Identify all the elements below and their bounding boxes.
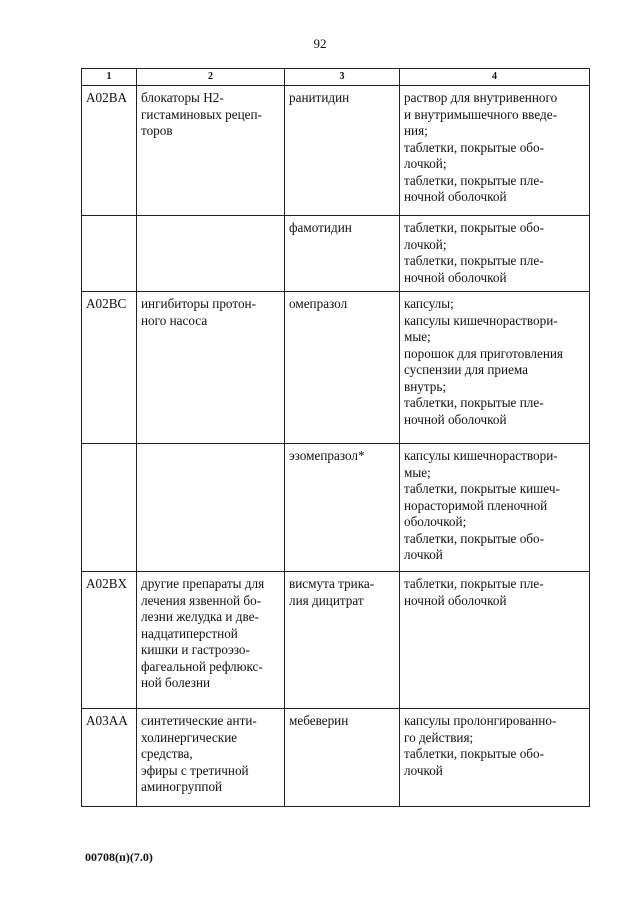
dosage-form-line: капсулы кишечнораствори- xyxy=(404,448,558,463)
atc-code-cell: A02BC xyxy=(82,292,137,444)
dosage-form-line: таблетки, покрытые пле- xyxy=(404,395,544,410)
document-code: 00708(п)(7.0) xyxy=(85,850,153,864)
table-row xyxy=(82,709,590,807)
group-text-line: торов xyxy=(141,123,173,138)
table-row xyxy=(82,86,590,216)
page-number: 92 xyxy=(313,36,327,51)
dosage-form-line: капсулы; xyxy=(404,296,454,311)
pharmacological-group-cell xyxy=(137,444,285,572)
dosage-form-line: ночной оболочкой xyxy=(404,189,507,204)
dosage-forms-cell xyxy=(400,216,590,292)
dosage-forms-cell xyxy=(400,444,590,572)
dosage-form-line: лочкой; xyxy=(404,236,447,252)
group-text-line: надцатиперстной xyxy=(141,625,238,641)
atc-code-cell: A02BX xyxy=(82,572,137,709)
dosage-form-line: капсулы пролонгированно- xyxy=(404,713,557,728)
group-text-line: гистаминовых рецеп- xyxy=(141,106,262,122)
drug-table xyxy=(81,68,590,807)
dosage-form-line: таблетки, покрытые пле- xyxy=(404,172,544,188)
dosage-forms-cell xyxy=(400,572,590,709)
pharmacological-group-cell xyxy=(137,86,285,216)
group-text-line: блокаторы H2- xyxy=(141,90,224,105)
group-text-line: ного насоса xyxy=(141,312,208,328)
dosage-form-line: таблетки, покрытые кишеч- xyxy=(404,481,560,496)
atc-code-cell xyxy=(82,444,137,572)
group-text-line: лечения язвенной бо- xyxy=(141,592,262,608)
group-text-line: холинергические xyxy=(141,729,238,745)
dosage-form-line: таблетки, покрытые обо- xyxy=(404,746,544,761)
table-header-row xyxy=(82,69,590,86)
table-row xyxy=(82,216,590,292)
pharmacological-group-cell xyxy=(137,292,285,444)
atc-code-cell: A03AA xyxy=(82,709,137,807)
dosage-form-line: и внутримышечного введе- xyxy=(404,106,557,122)
dosage-form-line: капсулы кишечнораствори- xyxy=(404,312,558,328)
dosage-form-line: таблетки, покрытые пле- xyxy=(404,253,544,268)
table-row xyxy=(82,292,590,444)
dosage-form-line: мые; xyxy=(404,464,431,480)
dosage-forms-cell xyxy=(400,292,590,444)
table-body xyxy=(82,86,590,807)
dosage-form-line: раствор для внутривенного xyxy=(404,90,558,105)
dosage-form-line: го действия; xyxy=(404,729,474,745)
drug-name-cell: ранитидин xyxy=(285,86,400,216)
dosage-form-line: норасторимой пленочной xyxy=(404,497,548,513)
dosage-form-line: ночной оболочкой xyxy=(404,269,507,285)
pharmacological-group-cell xyxy=(137,709,285,807)
group-text-line: ной болезни xyxy=(141,675,211,690)
dosage-forms-cell xyxy=(400,86,590,216)
dosage-form-line: мые; xyxy=(404,329,431,344)
atc-code-cell: A02BA xyxy=(82,86,137,216)
dosage-form-line: лочкой xyxy=(404,762,443,778)
dosage-form-line: лочкой; xyxy=(404,156,447,171)
dosage-forms-cell xyxy=(400,709,590,807)
group-text-line: ингибиторы протон- xyxy=(141,296,256,311)
group-text-line: эфиры с третичной xyxy=(141,762,249,778)
drug-name-cell: мебеверин xyxy=(285,709,400,807)
dosage-form-line: ния; xyxy=(404,123,428,138)
dosage-form-line: порошок для приготовления xyxy=(404,345,564,361)
column-header-2: 2 xyxy=(137,69,285,86)
dosage-form-line: ночной оболочкой xyxy=(404,411,507,427)
group-text-line: фагеальной рефлюкс- xyxy=(141,658,263,674)
dosage-form-line: таблетки, покрытые обо- xyxy=(404,220,544,235)
dosage-form-line: оболочкой; xyxy=(404,514,467,529)
group-text-line: другие препараты для xyxy=(141,576,265,591)
drug-name-cell: фамотидин xyxy=(285,216,400,292)
atc-code-cell xyxy=(82,216,137,292)
drug-name-cell: омепразол xyxy=(285,292,400,444)
drug-name-cell: висмута трика- лия дицитрат xyxy=(285,572,400,709)
table-row xyxy=(82,444,590,572)
group-text-line: средства, xyxy=(141,746,193,761)
table-row xyxy=(82,572,590,709)
dosage-form-line: таблетки, покрытые пле- xyxy=(404,576,544,591)
column-header-3: 3 xyxy=(285,69,400,86)
group-text-line: аминогруппой xyxy=(141,779,223,794)
column-header-1: 1 xyxy=(82,69,137,86)
column-header-4: 4 xyxy=(400,69,590,86)
dosage-form-line: внутрь; xyxy=(404,378,447,394)
group-text-line: лезни желудка и две- xyxy=(141,609,259,624)
dosage-form-line: таблетки, покрытые обо- xyxy=(404,530,544,546)
drug-name-cell: эзомепразол* xyxy=(285,444,400,572)
dosage-form-line: ночной оболочкой xyxy=(404,592,507,608)
dosage-form-line: суспензии для приема xyxy=(404,362,529,377)
pharmacological-group-cell xyxy=(137,216,285,292)
group-text-line: кишки и гастроэзо- xyxy=(141,642,250,657)
pharmacological-group-cell xyxy=(137,572,285,709)
dosage-form-line: лочкой xyxy=(404,547,443,562)
dosage-form-line: таблетки, покрытые обо- xyxy=(404,139,544,155)
group-text-line: синтетические анти- xyxy=(141,713,257,728)
